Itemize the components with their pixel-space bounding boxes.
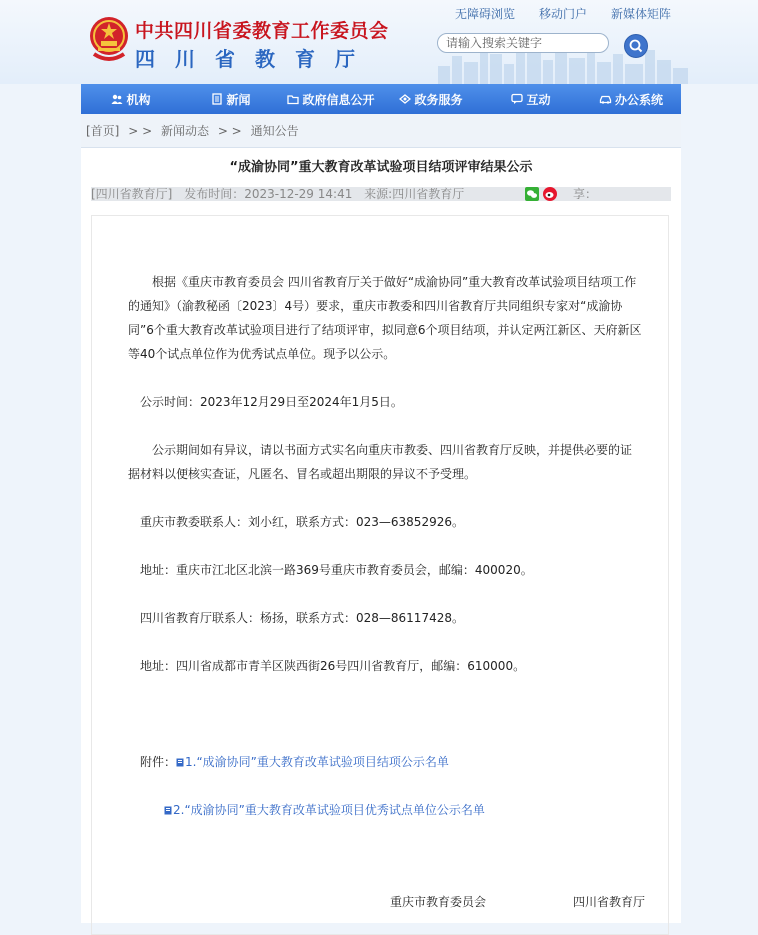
org-icon: [111, 93, 123, 105]
search-icon: [625, 35, 647, 57]
paragraph-sc-address: 地址：四川省成都市青羊区陕西街26号四川省教育厅，邮编：610000。: [140, 659, 526, 673]
nav-label: 新闻: [226, 92, 251, 107]
wechat-share-icon[interactable]: [525, 187, 539, 201]
nav-label: 政务服务: [414, 92, 463, 107]
nav-label: 机构: [126, 92, 151, 107]
article-meta: [91, 187, 671, 201]
service-icon: [399, 93, 411, 105]
attachment-file-icon: [164, 806, 172, 815]
search-input[interactable]: [437, 33, 609, 53]
nav-label: 办公系统: [614, 92, 663, 107]
article-title: “成渝协同”重大教育改革试验项目结项评审结果公示: [229, 160, 533, 175]
attachment-link-text: 1.“成渝协同”重大教育改革试验项目结项公示名单: [185, 755, 449, 769]
meta-source: [四川省教育厅]: [91, 187, 173, 201]
main-nav: [81, 84, 681, 114]
breadcrumb-separator: > >: [217, 124, 242, 138]
paragraph-cq-address: 地址：重庆市江北区北滨一路369号重庆市教育委员会，邮编：400020。: [140, 563, 533, 577]
new-media-link[interactable]: 新媒体矩阵: [611, 7, 672, 21]
nav-item-services[interactable]: [381, 84, 481, 114]
share-label: 享：: [573, 187, 598, 201]
breadcrumb-notices[interactable]: 通知公告: [250, 124, 299, 138]
paragraph-period: 公示时间：2023年12月29日至2024年1月5日。: [140, 395, 403, 409]
signature-chongqing: 重庆市教育委员会: [390, 895, 487, 909]
brand-subtitle: 四川省教育厅: [135, 47, 375, 71]
mobile-portal-link[interactable]: 移动门户: [539, 7, 588, 21]
paragraph-sc-contact: 四川省教育厅联系人：杨扬，联系方式：028—86117428。: [140, 611, 464, 625]
nav-item-office[interactable]: [581, 84, 681, 114]
chat-icon: [511, 93, 523, 105]
paragraph-objection: 公示期间如有异议，请以书面方式实名向重庆市教委、四川省教育厅反映，并提供必要的证据材料以便核实查证，凡匿名、冒名或超出期限的异议不予受理。: [128, 443, 633, 481]
paragraph-cq-contact: 重庆市教委联系人：刘小红，联系方式：023—63852926。: [140, 515, 464, 529]
paragraph-basis: 根据《重庆市教育委员会 四川省教育厅关于做好“成渝协同”重大教育改革试验项目结项工作的通知》（渝教秘函〔2023〕4号）要求，重庆市教委和四川省教育厅共同组织专家对“成渝协同”6个重大教育改革试验项目进行了结项评审，拟同意6个项目结项，并认定两江新区、天府新区等40个试点单位作为优秀试点单位。现予以公示。: [128, 275, 642, 361]
meta-date: 发布时间：2023-12-29 14:41: [184, 187, 353, 201]
nav-label: 政府信息公开: [302, 92, 375, 107]
attachment-link-2[interactable]: [164, 803, 485, 817]
accessibility-link[interactable]: 无障碍浏览: [455, 7, 516, 21]
breadcrumb-home[interactable]: [首页]: [86, 124, 120, 138]
attachment-link-text: 2.“成渝协同”重大教育改革试验项目优秀试点单位公示名单: [173, 803, 485, 817]
attachment-row-2: [128, 798, 642, 822]
top-links: [0, 5, 758, 25]
search-button[interactable]: [624, 34, 648, 58]
signature-sichuan: 四川省教育厅: [573, 895, 646, 909]
nav-label: 互动: [526, 92, 551, 107]
folder-icon: [287, 93, 299, 105]
news-icon: [211, 93, 223, 105]
meta-origin: 来源:四川省教育厅: [364, 187, 465, 201]
brand-title: 中共四川省委教育工作委员会: [135, 20, 389, 42]
article-card: [81, 148, 681, 923]
attachment-row-1: [128, 750, 642, 774]
nav-item-org[interactable]: [81, 84, 181, 114]
article-body-frame: [91, 215, 669, 935]
weibo-share-icon[interactable]: [543, 187, 557, 201]
nav-item-news[interactable]: [181, 84, 281, 114]
nav-item-interaction[interactable]: [481, 84, 581, 114]
car-icon: [599, 93, 612, 105]
site-header: [0, 0, 758, 84]
attachment-link-1[interactable]: [176, 755, 449, 769]
breadcrumb: [81, 114, 681, 148]
breadcrumb-news[interactable]: 新闻动态: [160, 124, 209, 138]
article-body: [128, 270, 642, 822]
breadcrumb-separator: > >: [128, 124, 153, 138]
attachment-file-icon: [176, 758, 184, 767]
nav-item-gov-info[interactable]: [281, 84, 381, 114]
attachment-label: 附件：: [140, 755, 177, 769]
